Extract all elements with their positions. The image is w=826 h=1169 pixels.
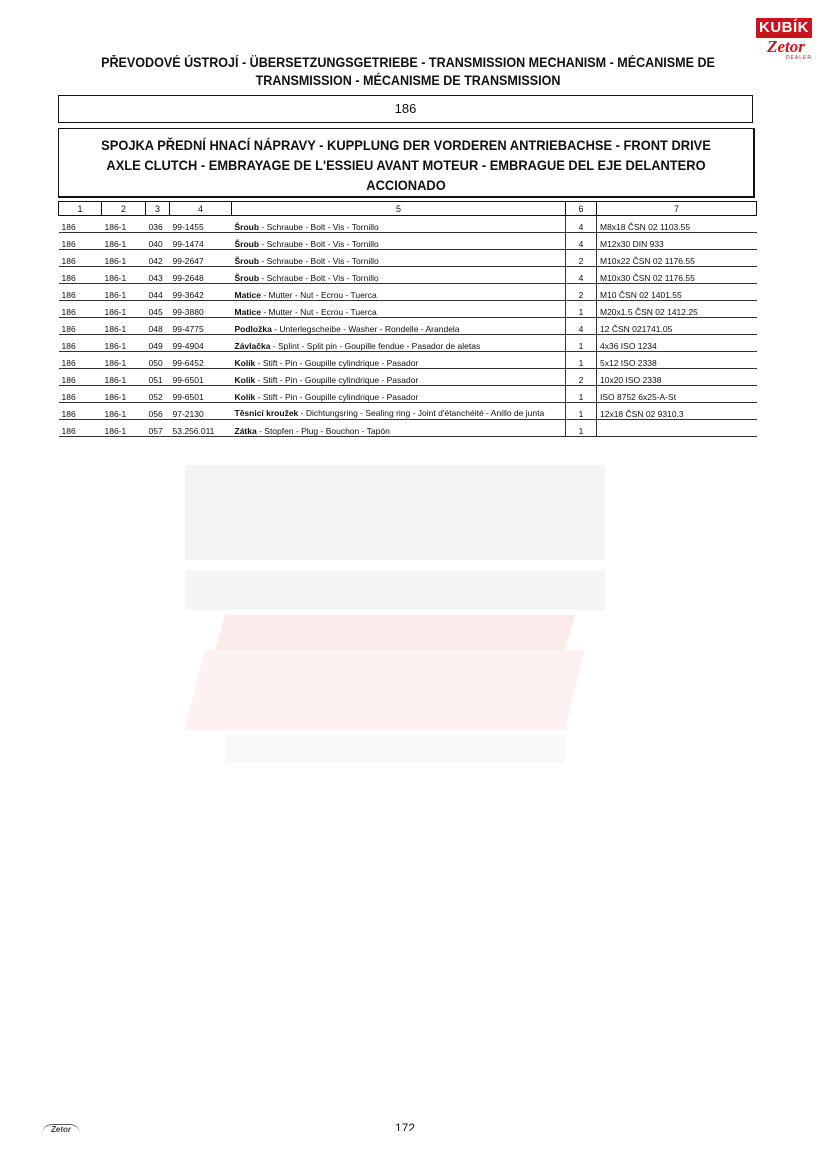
quantity-cell: 4 [566,233,597,250]
part-number-cell: 53.256.011 [170,420,232,437]
part-number-cell: 99-2648 [170,267,232,284]
description-cell [232,216,566,233]
figure-cell: 186-1 [102,386,146,403]
specification-cell: M10x30 ČSN 02 1176.55 [597,267,757,284]
figure-cell: 186-1 [102,352,146,369]
quantity-cell: 1 [566,403,597,420]
specification-cell: ISO 8752 6x25-A-St [597,386,757,403]
specification-cell: M20x1.5 ČSN 02 1412.25 [597,301,757,318]
page-header-line-1: PŘEVODOVÉ ÚSTROJÍ - ÜBERSETZUNGSGETRIEBE - TRANSMISSION MECHANISM - MÉCANISME DE [101,55,715,70]
figure-cell: 186-1 [102,403,146,420]
description-name-cz: Matice [234,290,261,300]
description-cell [232,233,566,250]
table-row [59,284,757,301]
description-cell [232,403,566,420]
figure-cell: 186-1 [102,284,146,301]
description-translations: - Schraube - Bolt - Vis - Tornillo [259,239,379,249]
description-translations: - Mutter - Nut - Ecrou - Tuerca [260,290,377,300]
position-cell: 040 [146,233,170,250]
position-cell: 048 [146,318,170,335]
column-header: 1 [59,202,102,216]
description-name-cz: Šroub [234,239,260,249]
position-cell: 044 [146,284,170,301]
part-number-cell: 99-4904 [170,335,232,352]
section-title-line-1: SPOJKA PŘEDNÍ HNACÍ NÁPRAVY - KUPPLUNG DER VORDEREN ANTRIEBACHSE - FRONT DRIVE [101,137,711,153]
table-row [59,420,757,437]
figure-cell: 186-1 [102,233,146,250]
description-cell [232,301,566,318]
position-cell: 045 [146,301,170,318]
position-cell: 042 [146,250,170,267]
page-number: 172 [394,1121,416,1131]
group-cell: 186 [59,335,102,352]
description-name-cz: Šroub [234,256,260,266]
description-name-cz: Podložka [234,324,272,334]
footer-zetor-mark: Zetor [42,1124,80,1135]
position-cell: 051 [146,369,170,386]
group-cell: 186 [59,318,102,335]
parts-table [58,201,757,437]
description-name-cz: Závlačka [234,341,271,351]
group-cell: 186 [59,369,102,386]
section-title-line-2: AXLE CLUTCH - EMBRAYAGE DE L'ESSIEU AVANT MOTEUR - EMBRAGUE DEL EJE DELANTERO [106,157,706,173]
part-number-cell: 99-1474 [170,233,232,250]
description-translations: - Stopfen - Plug - Bouchon - Tapón [256,426,390,436]
description-name-cz: Šroub [234,222,260,232]
description-translations: - Dichtungsring - Sealing ring - Joint d'étanchéité - Anillo de junta [298,408,545,418]
description-cell [232,386,566,403]
column-header: 6 [566,202,597,216]
figure-cell: 186-1 [102,250,146,267]
figure-cell: 186-1 [102,318,146,335]
table-row [59,403,757,420]
group-number: 186 [394,101,417,116]
part-number-cell: 99-3880 [170,301,232,318]
quantity-cell: 4 [566,267,597,284]
part-number-cell: 99-1455 [170,216,232,233]
description-name-cz: Kolík [234,358,256,368]
group-cell: 186 [59,420,102,437]
column-header: 4 [170,202,232,216]
description-cell [232,369,566,386]
table-row [59,386,757,403]
table-row [59,233,757,250]
column-header: 3 [146,202,170,216]
position-cell: 050 [146,352,170,369]
description-name-cz: Těsnicí kroužek [234,408,299,418]
quantity-cell: 2 [566,369,597,386]
description-name-cz: Kolík [234,392,256,402]
description-name-cz: Zátka [234,426,257,436]
table-row [59,267,757,284]
description-cell [232,250,566,267]
description-cell [232,335,566,352]
description-name-cz: Kolík [234,375,256,385]
figure-cell: 186-1 [102,420,146,437]
part-number-cell: 99-6501 [170,386,232,403]
quantity-cell: 4 [566,318,597,335]
figure-cell: 186-1 [102,369,146,386]
table-row [59,352,757,369]
group-cell: 186 [59,301,102,318]
position-cell: 057 [146,420,170,437]
dealer-watermark-image [185,440,605,770]
section-title-line-3: ACCIONADO [366,177,446,193]
quantity-cell: 2 [566,284,597,301]
description-cell [232,420,566,437]
quantity-cell: 1 [566,420,597,437]
page-header-line-2: TRANSMISSION - MÉCANISME DE TRANSMISSION [255,73,561,88]
description-translations: - Stift - Pin - Goupille cylindrique - Pasador [255,375,419,385]
table-row [59,369,757,386]
description-translations: - Schraube - Bolt - Vis - Tornillo [259,222,379,232]
position-cell: 036 [146,216,170,233]
description-name-cz: Šroub [234,273,260,283]
table-row [59,250,757,267]
part-number-cell: 99-4775 [170,318,232,335]
figure-cell: 186-1 [102,301,146,318]
group-cell: 186 [59,284,102,301]
group-cell: 186 [59,267,102,284]
group-cell: 186 [59,386,102,403]
figure-cell: 186-1 [102,267,146,284]
quantity-cell: 4 [566,216,597,233]
description-translations: - Unterlegscheibe - Washer - Rondelle - Arandela [271,324,460,334]
quantity-cell: 1 [566,386,597,403]
position-cell: 052 [146,386,170,403]
description-name-cz: Matice [234,307,261,317]
description-cell [232,352,566,369]
quantity-cell: 1 [566,352,597,369]
section-title-box [58,128,755,198]
description-cell [232,267,566,284]
description-translations: - Mutter - Nut - Ecrou - Tuerca [260,307,377,317]
group-cell: 186 [59,250,102,267]
table-row [59,216,757,233]
part-number-cell: 99-6452 [170,352,232,369]
quantity-cell: 2 [566,250,597,267]
group-number-box [58,95,753,123]
specification-cell: 12x18 ČSN 02 9310.3 [597,403,757,420]
part-number-cell: 99-2647 [170,250,232,267]
kubik-logo-text: KUBÍK [756,18,812,38]
table-row [59,335,757,352]
column-header: 7 [597,202,757,216]
specification-cell [597,420,757,437]
description-translations: - Splint - Split pin - Goupille fendue - Pasador de aletas [270,341,481,351]
description-cell [232,318,566,335]
position-cell: 043 [146,267,170,284]
table-row [59,301,757,318]
part-number-cell: 99-6501 [170,369,232,386]
description-translations: - Schraube - Bolt - Vis - Tornillo [259,256,379,266]
description-translations: - Stift - Pin - Goupille cylindrique - Pasador [255,392,419,402]
parts-table-body [59,216,757,437]
description-cell [232,284,566,301]
description-translations: - Schraube - Bolt - Vis - Tornillo [259,273,379,283]
group-cell: 186 [59,216,102,233]
table-row [59,318,757,335]
column-header: 2 [102,202,146,216]
part-number-cell: 99-3642 [170,284,232,301]
specification-cell: 12 ČSN 021741.05 [597,318,757,335]
group-cell: 186 [59,233,102,250]
dealer-logo-text: DEALER [785,55,812,61]
zetor-logo-text: Zetor [767,37,805,56]
specification-cell: M8x18 ČSN 02 1103.55 [597,216,757,233]
position-cell: 049 [146,335,170,352]
group-cell: 186 [59,403,102,420]
quantity-cell: 1 [566,301,597,318]
specification-cell: 10x20 ISO 2338 [597,369,757,386]
figure-cell: 186-1 [102,335,146,352]
description-translations: - Stift - Pin - Goupille cylindrique - Pasador [255,358,419,368]
quantity-cell: 1 [566,335,597,352]
page-header [84,54,731,90]
specification-cell: M12x30 DIN 933 [597,233,757,250]
specification-cell: M10x22 ČSN 02 1176.55 [597,250,757,267]
kubik-zetor-dealer-logo [752,14,814,66]
specification-cell: 5x12 ISO 2338 [597,352,757,369]
column-header: 5 [232,202,566,216]
specification-cell: 4x36 ISO 1234 [597,335,757,352]
group-cell: 186 [59,352,102,369]
specification-cell: M10 ČSN 02 1401.55 [597,284,757,301]
position-cell: 056 [146,403,170,420]
part-number-cell: 97-2130 [170,403,232,420]
figure-cell: 186-1 [102,216,146,233]
table-header-row [59,202,757,216]
